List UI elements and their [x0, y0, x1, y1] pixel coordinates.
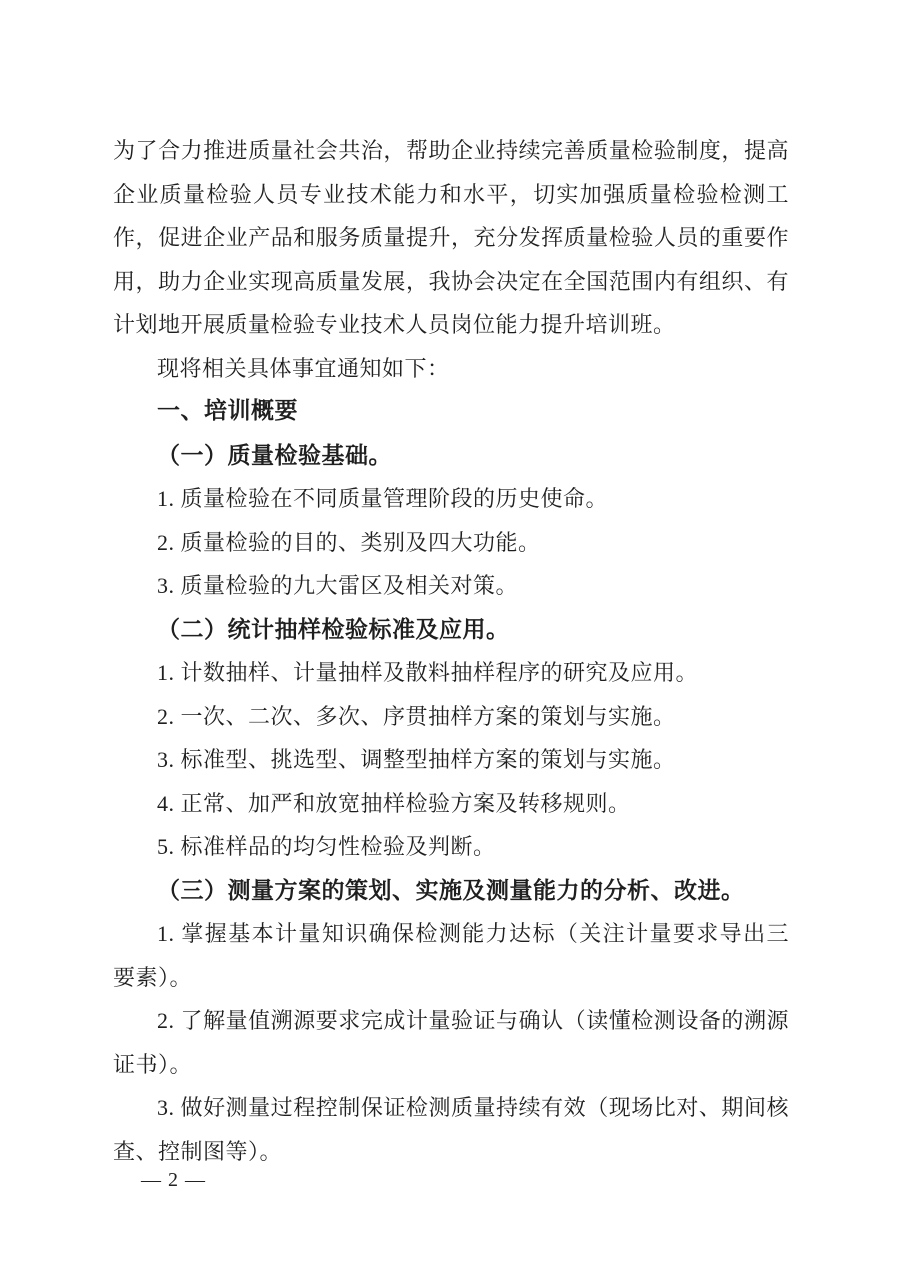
subsection-2-item-1: 1. 计数抽样、计量抽样及散料抽样程序的研究及应用。: [157, 660, 699, 685]
subsection-2-item-4: 4. 正常、加严和放宽抽样检验方案及转移规则。: [157, 790, 631, 816]
notice-line: 现将相关具体事宜通知如下：: [157, 355, 450, 381]
subsection-3-item-3-continuation: 查、控制图等）。: [113, 1138, 283, 1164]
subsection-3-heading: （三）测量方案的策划、实施及测量能力的分析、改进。: [157, 877, 745, 903]
subsection-2-heading: （二）统计抽样检验标准及应用。: [157, 616, 510, 642]
document-body: [113, 129, 789, 1173]
subsection-2-item-5: 5. 标准样品的均匀性检验及判断。: [157, 834, 496, 859]
subsection-3-item-2: 2. 了解量值溯源要求完成计量验证与确认（读懂检测设备的溯源: [157, 1008, 789, 1033]
section-1-heading: 一、培训概要: [157, 398, 298, 424]
intro-paragraph-line-3: 作，促进企业产品和服务质量提升，充分发挥质量检验人员的重要作: [113, 225, 789, 250]
subsection-1-heading: （一）质量检验基础。: [157, 442, 392, 468]
subsection-1-item-2: 2. 质量检验的目的、类别及四大功能。: [157, 529, 541, 555]
subsection-1-item-3: 3. 质量检验的九大雷区及相关对策。: [157, 573, 519, 598]
intro-paragraph-line-2: 企业质量检验人员专业技术能力和水平，切实加强质量检验检测工: [113, 181, 789, 207]
subsection-3-item-2-continuation: 证书）。: [113, 1051, 193, 1077]
subsection-1-item-1: 1. 质量检验在不同质量管理阶段的历史使命。: [157, 486, 609, 511]
intro-paragraph-line-4: 用，助力企业实现高质量发展，我协会决定在全国范围内有组织、有: [113, 268, 789, 294]
subsection-3-item-1-continuation: 要素）。: [113, 964, 193, 990]
intro-paragraph-line-5: 计划地开展质量检验专业技术人员岗位能力提升培训班。: [113, 312, 676, 337]
subsection-3-item-1: 1. 掌握基本计量知识确保检测能力达标（关注计量要求导出三: [157, 921, 789, 946]
subsection-2-item-3: 3. 标准型、挑选型、调整型抽样方案的策划与实施。: [157, 747, 676, 772]
subsection-3-item-3: 3. 做好测量过程控制保证检测质量持续有效（现场比对、期间核: [157, 1095, 789, 1120]
intro-paragraph-line-1: 为了合力推进质量社会共治，帮助企业持续完善质量检验制度，提高: [113, 138, 789, 163]
subsection-2-item-2: 2. 一次、二次、多次、序贯抽样方案的策划与实施。: [157, 703, 676, 729]
page-number: — 2 —: [141, 1169, 206, 1191]
